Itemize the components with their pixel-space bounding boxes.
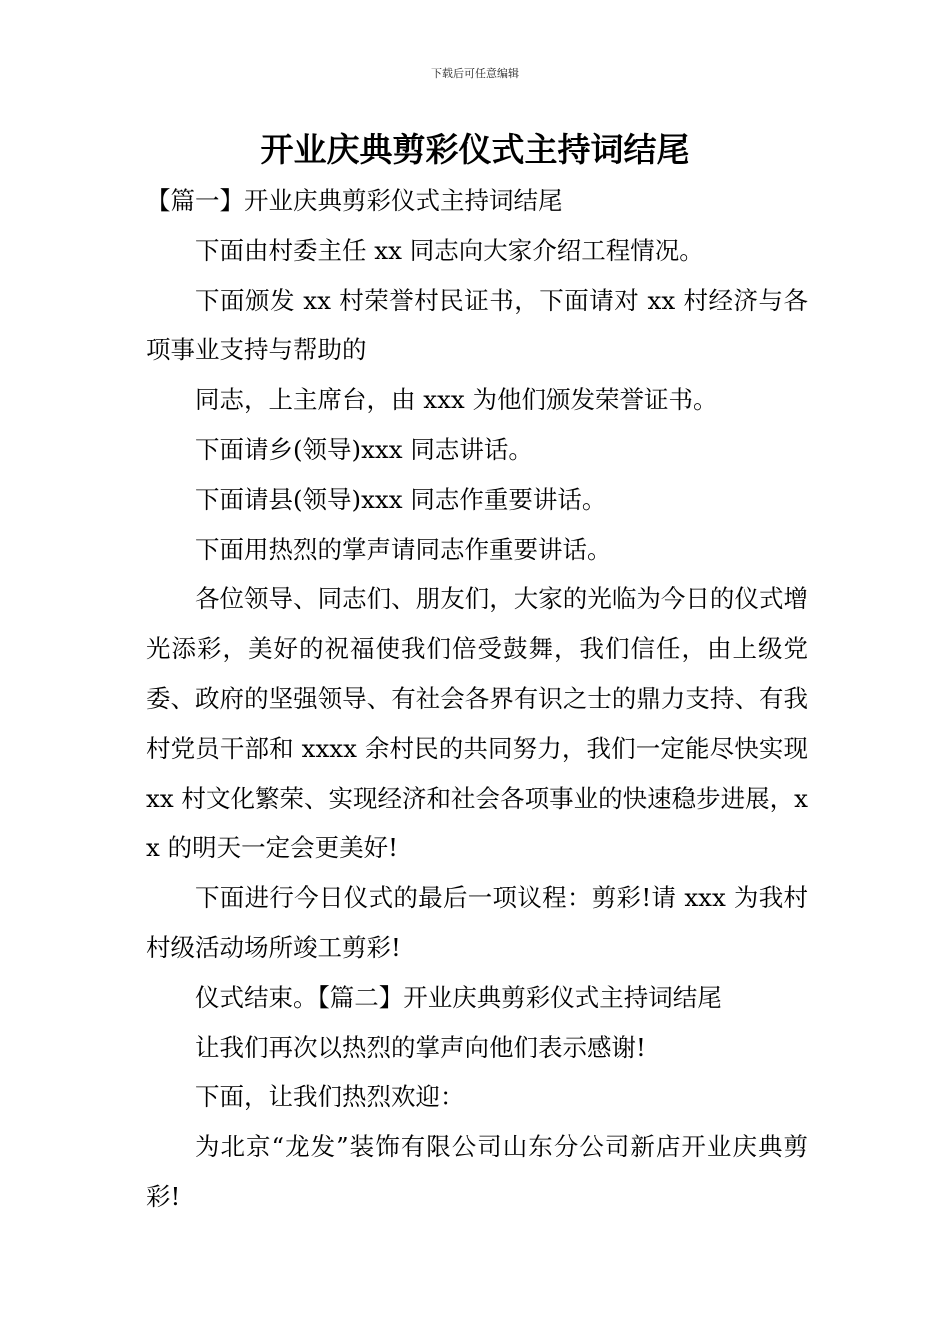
paragraph: 下面请乡(领导)xxx 同志讲话。	[195, 434, 533, 464]
paragraph: 下面颁发 xx 村荣誉村民证书，下面请对 xx 村经济与各项事业支持与帮助的	[146, 285, 808, 365]
paragraph: 为北京“龙发”装饰有限公司山东分公司新店开业庆典剪彩!	[146, 1132, 808, 1211]
header-note: 下载后可任意编辑	[431, 67, 519, 80]
document-title: 开业庆典剪彩仪式主持词结尾	[260, 130, 690, 169]
document-body	[146, 176, 808, 1222]
paragraph: 各位领导、同志们、朋友们，大家的光临为今日的仪式增光添彩，美好的祝福使我们倍受鼓舞，我们信任，由上级党委、政府的坚强领导、有社会各界有识之士的鼎力支持、有我村党员干部和 xxxx 余村民的共同努力，我们一定能尽快实现 xx 村文化繁荣、实现经济和社会各项事业的快速稳步进展，xx 的明天一定会更美好!	[146, 584, 808, 863]
paragraph: 下面请县(领导)xxx 同志作重要讲话。	[195, 484, 607, 514]
section-heading-1: 【篇一】开业庆典剪彩仪式主持词结尾	[146, 186, 563, 215]
paragraph: 让我们再次以热烈的掌声向他们表示感谢!	[195, 1032, 646, 1062]
paragraph: 下面进行今日仪式的最后一项议程：剪彩!请 xxx 为我村村级活动场所竣工剪彩!	[146, 883, 808, 962]
paragraph: 下面用热烈的掌声请同志作重要讲话。	[195, 534, 612, 564]
paragraph: 下面，让我们热烈欢迎：	[195, 1082, 465, 1112]
paragraph: 下面由村委主任 xx 同志向大家介绍工程情况。	[195, 235, 704, 265]
paragraph: 同志，上主席台，由 xxx 为他们颁发荣誉证书。	[195, 385, 718, 415]
paragraph: 仪式结束。【篇二】开业庆典剪彩仪式主持词结尾	[195, 982, 722, 1012]
